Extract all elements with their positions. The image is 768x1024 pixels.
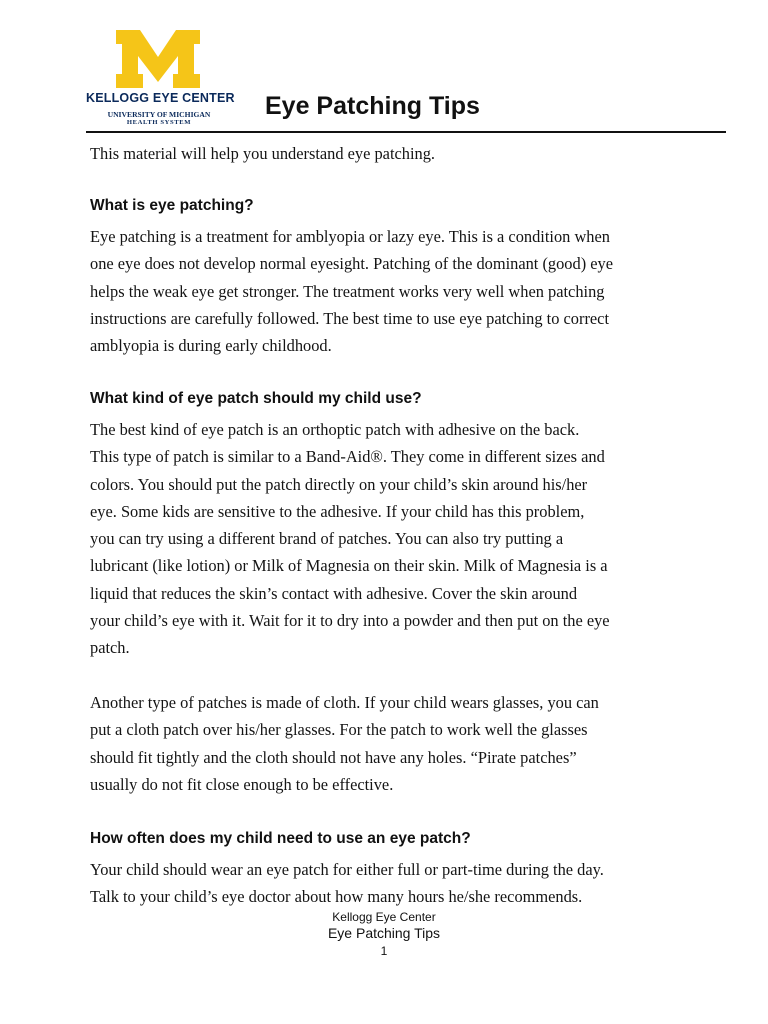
logo-subtitle: UNIVERSITY OF MICHIGAN bbox=[107, 110, 211, 119]
text-line: This type of patch is similar to a Band-Aid®. They come in different sizes and bbox=[90, 447, 605, 467]
section-heading: What kind of eye patch should my child use? bbox=[90, 390, 422, 407]
section-paragraph bbox=[90, 689, 690, 798]
text-line: amblyopia is during early childhood. bbox=[90, 336, 332, 356]
text-line: Your child should wear an eye patch for either full or part-time during the day. bbox=[90, 860, 604, 879]
section-paragraph bbox=[90, 416, 690, 662]
text-line: usually do not fit close enough to be effective. bbox=[90, 774, 394, 794]
kellogg-logo bbox=[86, 30, 235, 128]
footer-doc-title: Eye Patching Tips bbox=[327, 925, 441, 941]
text-line: Another type of patches is made of cloth. If your child wears glasses, you can bbox=[90, 693, 599, 712]
text-line: The best kind of eye patch is an orthoptic patch with adhesive on the back. bbox=[90, 420, 580, 439]
logo-name: KELLOGG EYE CENTER bbox=[86, 91, 235, 105]
text-line: should fit tightly and the cloth should not have any holes. “Pirate patches” bbox=[90, 747, 577, 767]
section-heading: How often does my child need to use an eye patch? bbox=[90, 830, 471, 847]
page-number: 1 bbox=[380, 944, 388, 958]
text-line: one eye does not develop normal eyesight. Patching of the dominant (good) eye bbox=[90, 254, 613, 274]
text-line: Talk to your child’s eye doctor about how many hours he/she recommends. bbox=[90, 887, 583, 907]
text-line: eye. Some kids are sensitive to the adhesive. If your child has this problem, bbox=[90, 501, 585, 521]
text-line: instructions are carefully followed. The best time to use eye patching to correct bbox=[90, 308, 610, 328]
section-paragraph bbox=[90, 223, 690, 359]
page-title: Eye Patching Tips bbox=[265, 92, 480, 120]
section-paragraph bbox=[90, 856, 690, 911]
logo-subtitle-2: HEALTH SYSTEM bbox=[126, 119, 192, 126]
title-divider bbox=[86, 131, 726, 133]
text-line: put a cloth patch over his/her glasses. For the patch to work well the glasses bbox=[90, 720, 588, 740]
text-line: colors. You should put the patch directly on your child’s skin around his/her bbox=[90, 474, 588, 494]
text-line: your child’s eye with it. Wait for it to dry into a powder and then put on the eye bbox=[90, 611, 610, 631]
intro-text: This material will help you understand eye patching. bbox=[90, 144, 436, 163]
text-line: you can try using a different brand of patches. You can also try putting a bbox=[90, 529, 564, 549]
text-line: Eye patching is a treatment for amblyopia or lazy eye. This is a condition when bbox=[90, 227, 610, 246]
text-line: helps the weak eye get stronger. The treatment works very well when patching bbox=[90, 281, 605, 301]
text-line: patch. bbox=[90, 638, 130, 658]
footer-org: Kellogg Eye Center bbox=[332, 910, 436, 924]
section-heading: What is eye patching? bbox=[90, 197, 254, 214]
text-line: lubricant (like lotion) or Milk of Magnesia on their skin. Milk of Magnesia is a bbox=[90, 556, 608, 576]
block-m-logo-icon bbox=[116, 30, 200, 88]
text-line: liquid that reduces the skin’s contact with adhesive. Cover the skin around bbox=[90, 583, 578, 603]
